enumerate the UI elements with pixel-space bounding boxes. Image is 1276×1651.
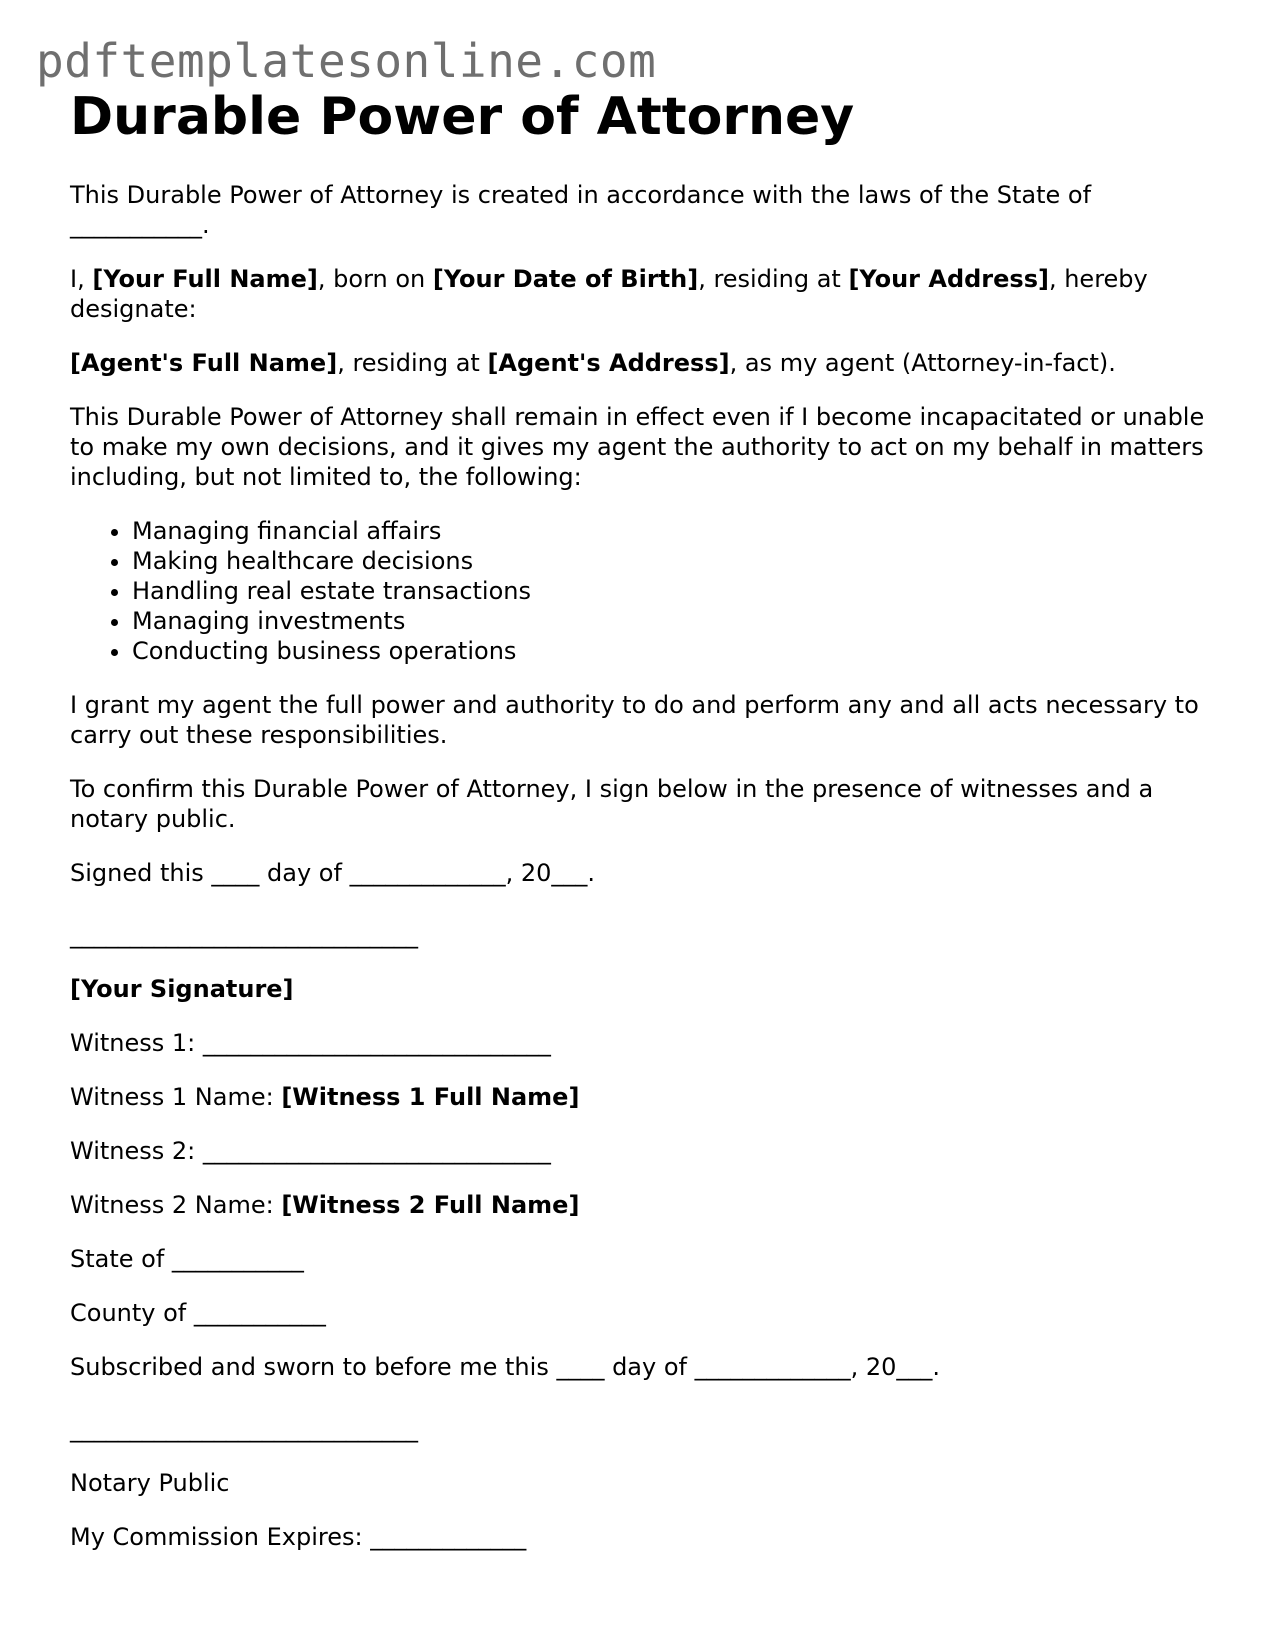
sworn-line: Subscribed and sworn to before me this ____ day of _____________, 20___. [70,1353,941,1381]
principal-paragraph: I, [Your Full Name], born on [Your Date of Birth], residing at [Your Address], hereby designate: [70,265,1148,323]
principal-address-field: [Your Address] [848,265,1049,293]
county-line: County of ___________ [70,1299,326,1327]
list-item: • Managing financial affairs [132,516,1210,546]
witness1-name-field: [Witness 1 Full Name] [281,1083,580,1111]
principal-dob-field: [Your Date of Birth] [432,265,699,293]
signed-date-line: Signed this ____ day of _____________, 20___. [70,859,595,887]
document-title: Durable Power of Attorney [70,87,855,147]
commission-line: My Commission Expires: _____________ [70,1523,527,1551]
list-item: • Handling real estate transactions [132,576,1210,606]
witness2-name-line: Witness 2 Name: [Witness 2 Full Name] [70,1191,580,1219]
notary-label: Notary Public [70,1469,230,1497]
intro-paragraph: This Durable Power of Attorney is created in accordance with the laws of the State of ___________. [70,181,1092,239]
powers-list [70,516,1210,666]
list-item: • Conducting business operations [132,636,1210,666]
watermark: pdftemplatesonline.com [36,34,657,88]
state-line: State of ___________ [70,1245,304,1273]
confirm-paragraph: To confirm this Durable Power of Attorney, I sign below in the presence of witnesses and a notary public. [70,775,1154,833]
grant-paragraph: I grant my agent the full power and authority to do and perform any and all acts necessary to carry out these responsibilities. [70,691,1199,749]
signature-label: [Your Signature] [70,975,294,1003]
list-item: • Managing investments [132,606,1210,636]
signature-blank-line: _____________________________ [70,921,418,949]
effect-paragraph: This Durable Power of Attorney shall remain in effect even if I become incapacitated or unable to make my own decisions, and it gives my agent the authority to act on my behalf in matters including, but not limited to, the following: [70,403,1205,491]
agent-paragraph: [Agent's Full Name], residing at [Agent's Address], as my agent (Attorney-in-fact). [70,349,1116,377]
agent-name-field: [Agent's Full Name] [70,349,338,377]
witness1-name-line: Witness 1 Name: [Witness 1 Full Name] [70,1083,580,1111]
list-item: • Making healthcare decisions [132,546,1210,576]
agent-address-field: [Agent's Address] [487,349,730,377]
witness2-name-field: [Witness 2 Full Name] [281,1191,580,1219]
witness1-signature-line: Witness 1: _____________________________ [70,1029,551,1057]
notary-blank-line: _____________________________ [70,1415,418,1443]
document [70,86,1210,1576]
witness2-signature-line: Witness 2: _____________________________ [70,1137,551,1165]
principal-name-field: [Your Full Name] [92,265,318,293]
